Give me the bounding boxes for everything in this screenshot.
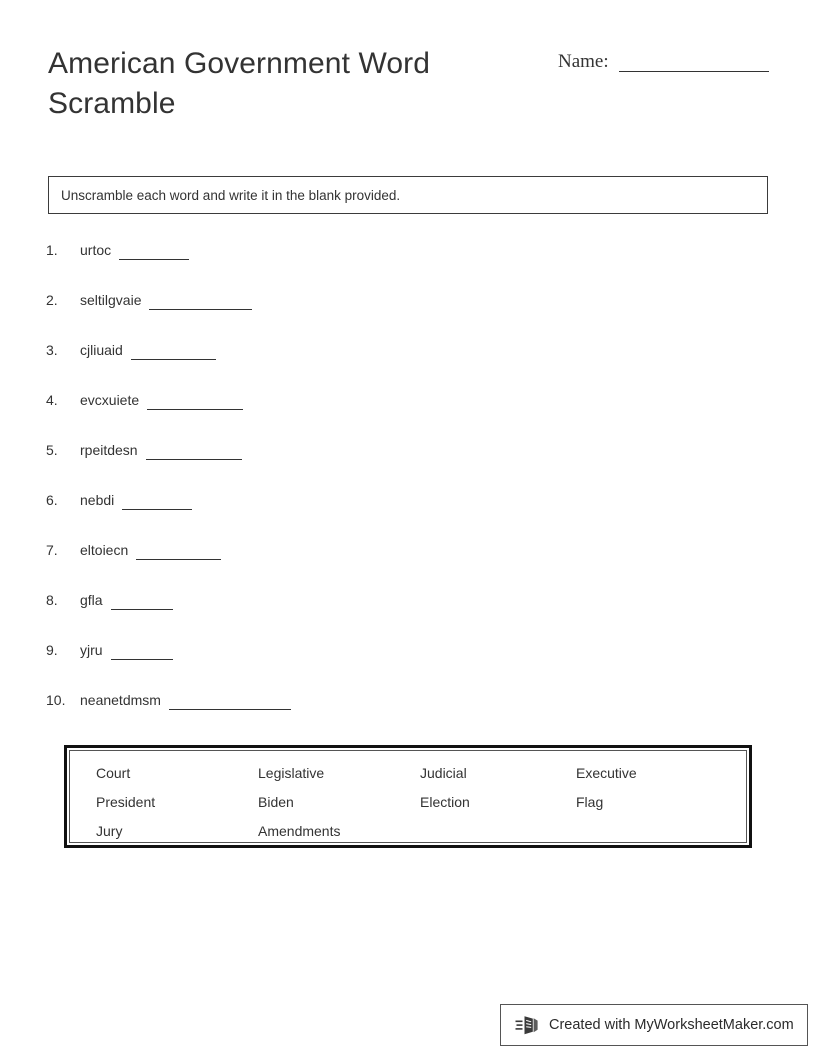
word-bank-row bbox=[96, 821, 746, 850]
answer-blank[interactable] bbox=[146, 440, 242, 460]
scramble-item bbox=[46, 340, 776, 390]
word-bank-empty-cell bbox=[420, 821, 576, 850]
word-bank-word[interactable]: Election bbox=[420, 794, 470, 810]
scramble-item bbox=[46, 290, 776, 340]
word-bank-word[interactable]: Court bbox=[96, 765, 131, 781]
word-bank-word[interactable]: Legislative bbox=[258, 765, 325, 781]
word-bank-grid bbox=[69, 750, 747, 843]
scramble-item-number: 10. bbox=[46, 692, 66, 708]
answer-blank[interactable] bbox=[111, 640, 173, 660]
scramble-item bbox=[46, 640, 776, 690]
scramble-item-number: 7. bbox=[46, 542, 58, 558]
scrambled-word: rpeitdesn bbox=[80, 442, 138, 458]
instruction-text: Unscramble each word and write it in the blank provided. bbox=[61, 187, 401, 203]
scrambled-word: seltilgvaie bbox=[80, 292, 142, 308]
scramble-item-number: 9. bbox=[46, 642, 58, 658]
name-field-group bbox=[558, 52, 769, 72]
answer-blank[interactable] bbox=[122, 490, 192, 510]
scramble-item bbox=[46, 540, 776, 590]
scramble-item-number: 2. bbox=[46, 292, 58, 308]
scramble-item-number: 4. bbox=[46, 392, 58, 408]
answer-blank[interactable] bbox=[119, 240, 189, 260]
scramble-item bbox=[46, 440, 776, 490]
scramble-item bbox=[46, 240, 776, 290]
word-bank-word[interactable]: Jury bbox=[96, 823, 123, 839]
scramble-item-number: 1. bbox=[46, 242, 58, 258]
scramble-item-number: 8. bbox=[46, 592, 58, 608]
scramble-item bbox=[46, 690, 776, 740]
answer-blank[interactable] bbox=[111, 590, 173, 610]
word-bank-word[interactable]: Judicial bbox=[420, 765, 467, 781]
answer-blank[interactable] bbox=[169, 690, 291, 710]
answer-blank[interactable] bbox=[149, 290, 252, 310]
scramble-item-number: 3. bbox=[46, 342, 58, 358]
answer-blank[interactable] bbox=[131, 340, 216, 360]
scrambled-word: nebdi bbox=[80, 492, 115, 508]
name-input-line[interactable] bbox=[619, 53, 769, 72]
scrambled-word: urtoc bbox=[80, 242, 112, 258]
name-label: Name: bbox=[558, 51, 609, 72]
word-bank-word[interactable]: Amendments bbox=[258, 823, 341, 839]
scrambled-word: cjliuaid bbox=[80, 342, 123, 358]
page-title: American Government Word Scramble bbox=[48, 47, 430, 120]
scramble-list bbox=[46, 240, 776, 740]
scramble-item bbox=[46, 390, 776, 440]
scrambled-word: eltoiecn bbox=[80, 542, 129, 558]
scrambled-word: neanetdmsm bbox=[80, 692, 161, 708]
scrambled-word: yjru bbox=[80, 642, 103, 658]
scramble-item-number: 6. bbox=[46, 492, 58, 508]
footer-attribution-text: Created with MyWorksheetMaker.com bbox=[549, 1017, 794, 1033]
scrambled-word: gfla bbox=[80, 592, 103, 608]
footer-attribution-badge[interactable] bbox=[500, 1004, 808, 1046]
word-bank-word[interactable]: Executive bbox=[576, 765, 637, 781]
word-bank-word[interactable]: Flag bbox=[576, 794, 604, 810]
word-bank-row bbox=[96, 792, 746, 821]
word-bank-word[interactable]: Biden bbox=[258, 794, 294, 810]
worksheet-header bbox=[48, 44, 778, 136]
scramble-item bbox=[46, 490, 776, 540]
word-bank-box bbox=[64, 745, 752, 848]
answer-blank[interactable] bbox=[147, 390, 243, 410]
answer-blank[interactable] bbox=[136, 540, 221, 560]
instruction-box bbox=[48, 176, 768, 214]
scramble-item-number: 5. bbox=[46, 442, 58, 458]
word-bank-word[interactable]: President bbox=[96, 794, 156, 810]
worksheet-maker-logo-icon bbox=[515, 1013, 541, 1037]
scramble-item bbox=[46, 590, 776, 640]
word-bank-empty-cell bbox=[576, 821, 726, 850]
scrambled-word: evcxuiete bbox=[80, 392, 140, 408]
word-bank-row bbox=[96, 763, 746, 792]
